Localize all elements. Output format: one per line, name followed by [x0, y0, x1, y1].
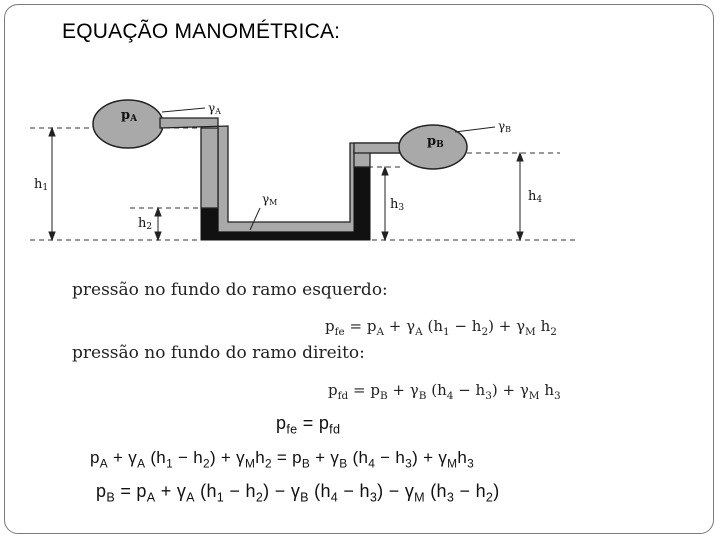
equation-subscript: M: [244, 456, 256, 471]
label-pb: pB: [427, 134, 444, 150]
equation-subscript: 2: [485, 490, 494, 505]
equation-term: p: [96, 481, 107, 501]
left-branch-caption: pressão no fundo do ramo esquerdo:: [72, 280, 388, 300]
equation-term: + γ: [108, 448, 138, 467]
equation-term: − h: [338, 481, 370, 501]
equation-term: h: [255, 448, 265, 467]
equation-balance: [90, 448, 474, 470]
equation-subscript: 1: [216, 490, 225, 505]
equation-subscript: 2: [255, 490, 264, 505]
equation-subscript: 3: [369, 490, 378, 505]
equation-subscript: 2: [264, 456, 272, 471]
equation-term: (h: [308, 481, 331, 501]
equation-subscript: B: [300, 490, 309, 505]
equation-term: (h: [145, 448, 167, 467]
equation-pb-solution: [96, 481, 500, 505]
equation-term: ) − γ: [263, 481, 301, 501]
equation-term: (h: [347, 448, 369, 467]
page-title: EQUAÇÃO MANOMÉTRICA:: [62, 20, 341, 43]
label-h1: h1: [34, 177, 49, 193]
equation-subscript: 4: [368, 456, 376, 471]
equation-subscript: B: [106, 490, 116, 505]
equation-subscript: B: [301, 456, 311, 471]
equation-subscript: M: [414, 490, 425, 505]
equation-equality: $p_{fe} = p_{fd}$: [276, 413, 341, 437]
left-branch: [201, 128, 218, 208]
equation-term: + γ: [155, 481, 187, 501]
label-pa: pA: [121, 108, 138, 124]
equation-term: ) + γ: [209, 448, 245, 467]
equation-term: ) − γ: [377, 481, 415, 501]
equation-subscript: 1: [166, 456, 173, 471]
equation-subscript: 3: [405, 456, 413, 471]
label-h3: h3: [390, 197, 405, 213]
equation-term: = p: [115, 481, 147, 501]
equation-term: − h: [375, 448, 406, 467]
equation-pfe: $p_{fe} = p_A + \gamma_A$ $(h_1 - h_2) + \gamma_M$ $h_2$: [325, 317, 557, 338]
label-gamma-b: γB: [498, 119, 512, 134]
label-gamma-m: γM: [262, 192, 278, 207]
equation-term: h: [457, 448, 468, 467]
pipe-to-b: [354, 143, 404, 153]
equation-subscript: A: [146, 490, 156, 505]
equation-subscript: M: [447, 456, 458, 471]
equation-term: + γ: [310, 448, 340, 467]
equation-subscript: A: [186, 490, 195, 505]
equation-subscript: 4: [330, 490, 339, 505]
equation-term: (h: [424, 481, 447, 501]
equation-term: ): [493, 481, 500, 501]
equation-subscript: A: [99, 456, 108, 471]
equation-term: − h: [172, 448, 204, 467]
label-h4: h4: [528, 189, 543, 205]
right-branch-caption: pressão no fundo do ramo direito:: [72, 343, 365, 363]
equation-subscript: 3: [446, 490, 455, 505]
equation-pfd: $p_{fd} = p_B + \gamma_B$ $(h_4 - h_3) + \gamma_M$ $h_3$: [328, 381, 561, 402]
label-gamma-a: γA: [208, 101, 221, 116]
equation-subscript: 2: [203, 456, 210, 471]
label-h2: h2: [138, 216, 153, 232]
equation-subscript: A: [137, 456, 146, 471]
equation-term: − h: [454, 481, 486, 501]
equation-term: = p: [271, 448, 302, 467]
equation-term: (h: [194, 481, 217, 501]
equation-subscript: B: [339, 456, 348, 471]
equation-term: ) + γ: [412, 448, 448, 467]
equation-term: − h: [224, 481, 256, 501]
equation-term: p: [90, 448, 100, 467]
equation-subscript: 3: [467, 456, 475, 471]
